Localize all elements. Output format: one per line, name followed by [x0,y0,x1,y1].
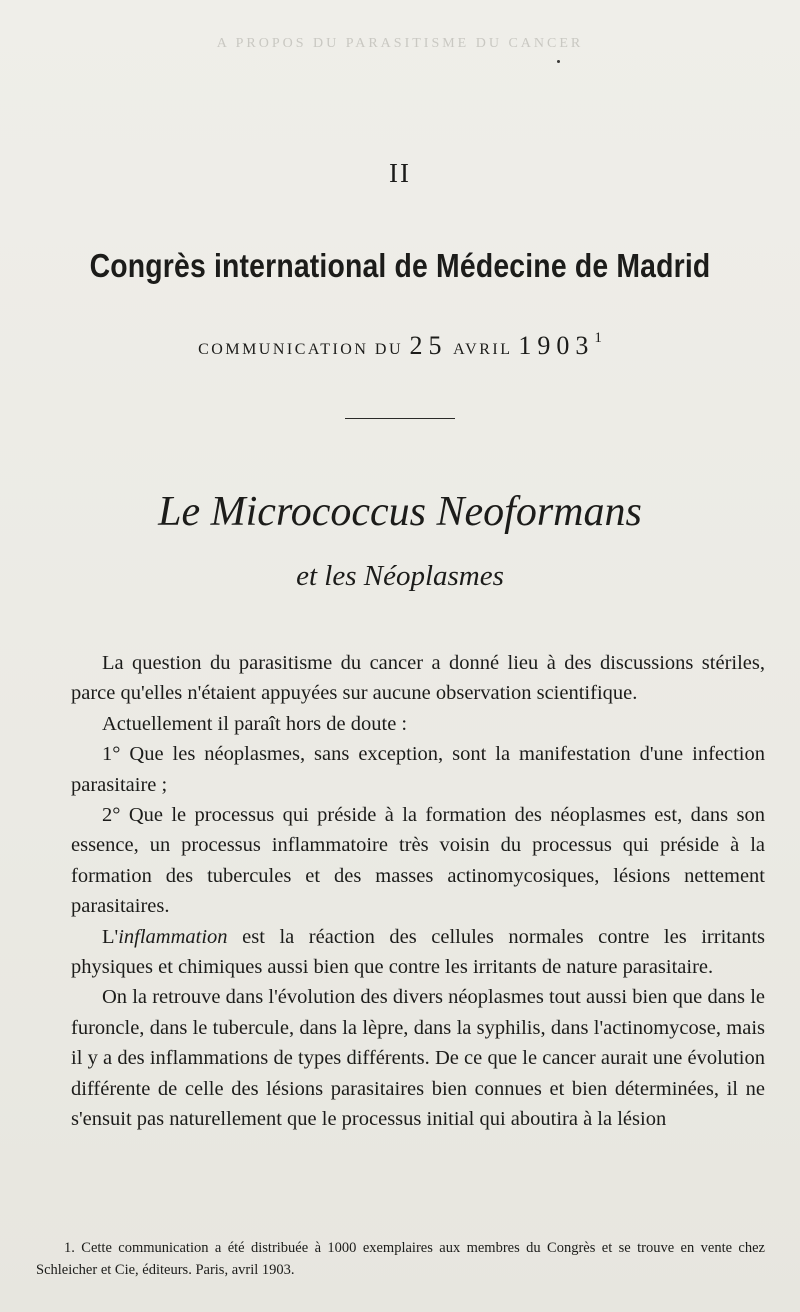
communication-date [0,330,800,361]
communication-day: 25 [409,331,448,360]
paragraph: On la retrouve dans l'évolution des divers néoplasmes tout aussi bien que dans le furoncle, dans le tubercule, dans la lèpre, dans la syphilis, dans l'actinomycose, mais il y a des inflammations de types différents. De ce que le cancer aurait une évolution différente de celle des lésions parasitaires bien connues et bien déterminées, il ne s'ensuit pas naturellement que le processus initial qui aboutira à la lésion [71,986,765,1131]
paragraph-rest: est la réaction des cellules normales contre les irritants physiques et chimiques aussi bien que contre les irritants de nature parasitaire. [71,925,765,979]
congress-title: Congrès international de Médecine de Madrid [89,247,711,284]
communication-year: 1903 [518,331,595,360]
ink-speck [557,60,560,63]
paragraph [71,922,765,983]
article-title: Le Micrococcus Neoformans [158,489,642,535]
communication-month: AVRIL [453,341,512,358]
footnote-reference: 1 [594,330,602,346]
paragraph-lead: L' [102,925,119,948]
paragraph: 1° Que les néoplasmes, sans exception, sont la manifestation d'une infection parasitaire ; [71,743,765,796]
paragraph: La question du parasitisme du cancer a donné lieu à des discussions stériles, parce qu'elles n'étaient appuyées sur aucune observation scientifique. [71,652,765,705]
footnote [36,1237,765,1281]
chapter-number: II [389,158,411,188]
paragraph: Actuellement il paraît hors de doute : [102,712,408,735]
emphasized-term: inflammation [118,925,228,948]
communication-prefix: COMMUNICATION DU [198,341,404,358]
bleed-through-running-header: A PROPOS DU PARASITISME DU CANCER [216,36,584,51]
divider-rule [345,418,455,419]
paragraph: 2° Que le processus qui préside à la formation des néoplasmes est, dans son essence, un processus inflammatoire très voisin du processus qui préside à la formation des tubercules et des masses actinomycosiques, lésions nettement parasitaires. [71,804,765,918]
body-text [71,648,765,1135]
footnote-text: 1. Cette communication a été distribuée à 1000 exemplaires aux membres du Congrès et se trouve en vente chez Schleicher et Cie, éditeurs. Paris, avril 1903. [36,1240,765,1278]
article-subtitle: et les Néoplasmes [296,560,504,592]
